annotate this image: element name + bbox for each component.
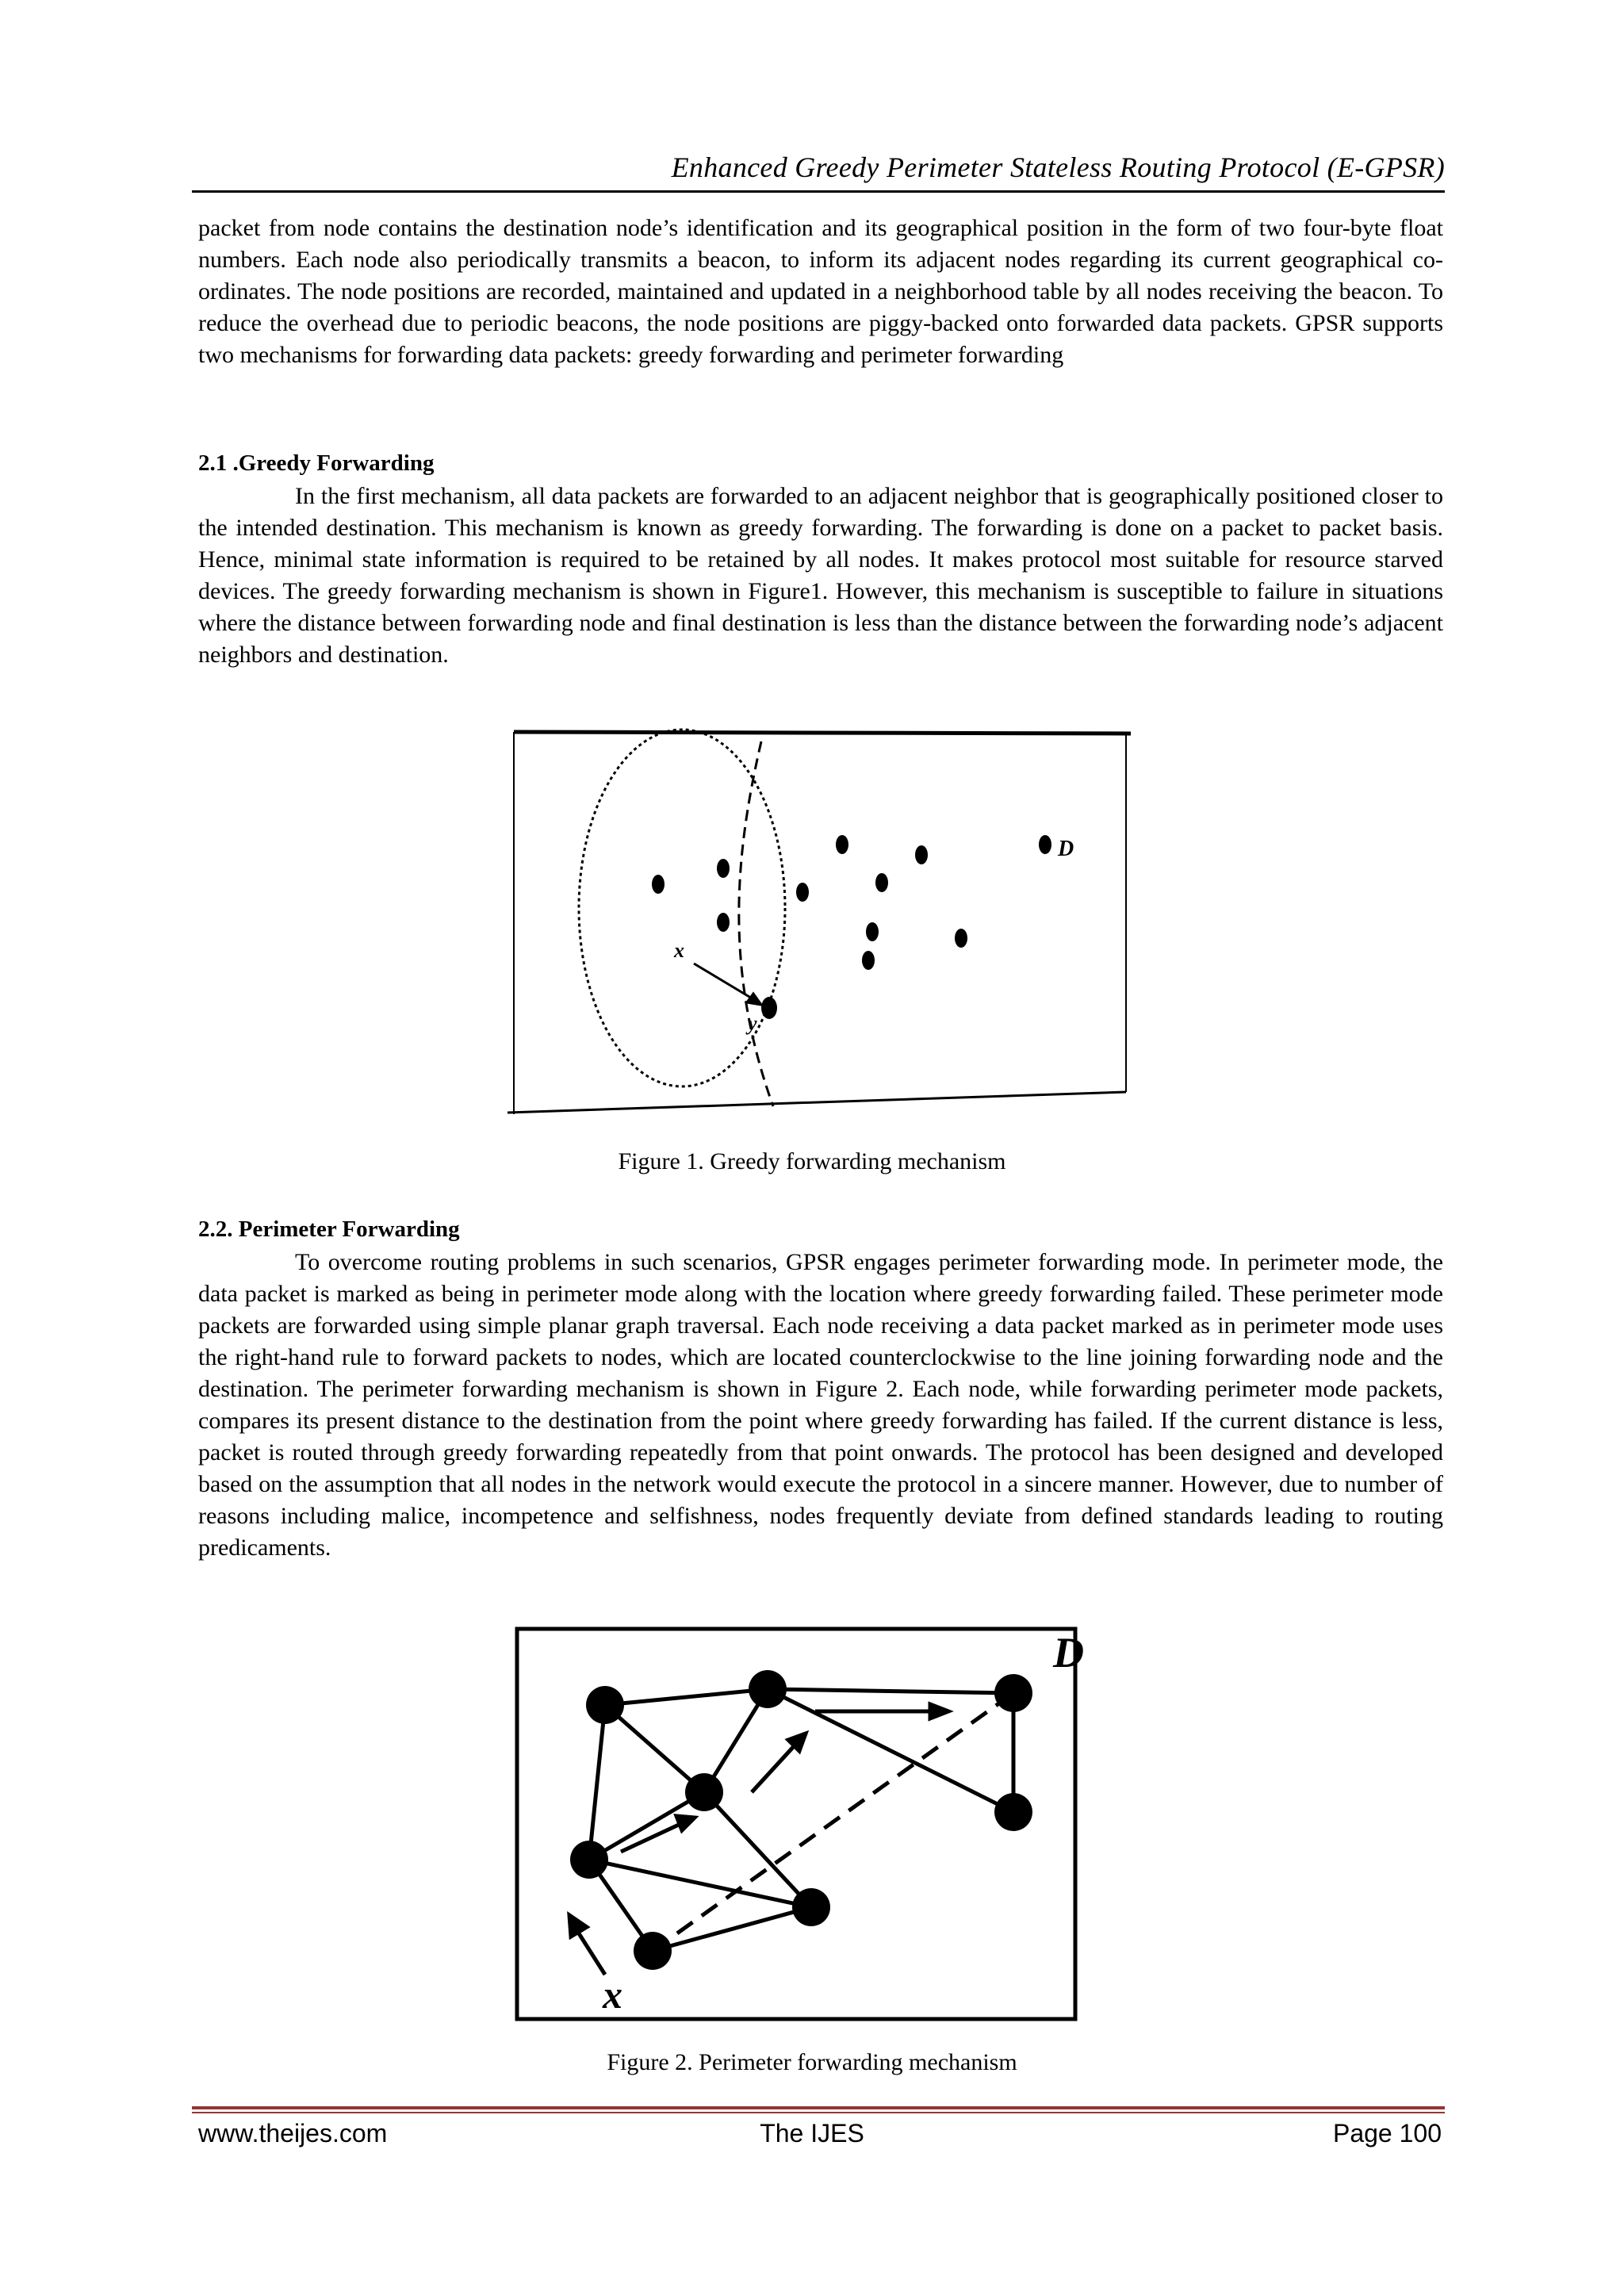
footer-page-number: Page 100	[1332, 2119, 1442, 2147]
section-heading-greedy: 2.1 .Greedy Forwarding	[198, 450, 435, 476]
greedy-paragraph: In the first mechanism, all data packets are forwarded to an adjacent neighbor that is geographically positioned closer to the intended destination. This mechanism is known as greedy forwarding. The forwarding is done on a packet to packet basis. Hence, minimal state information is required to be retained by all nodes. It makes protocol most suitable for resource starved devices. The greedy forwarding mechanism is shown in Figure1. However, this mechanism is susceptible to failure in situations where the distance between forwarding node and final destination is less than the distance between the forwarding node’s adjacent neighbors and destination.	[198, 483, 1443, 668]
figure-1-bottom-border	[508, 1092, 1126, 1113]
node	[685, 1773, 723, 1811]
node	[994, 1793, 1032, 1831]
node	[866, 922, 879, 941]
figure-2-perimeter-diagram	[514, 1626, 1084, 2022]
source-destination-line	[653, 1693, 1013, 1951]
label-d: D	[1058, 837, 1074, 861]
label-y: y	[748, 1012, 757, 1035]
destination-node	[1039, 835, 1051, 854]
section-heading-perimeter: 2.2. Perimeter Forwarding	[198, 1216, 460, 1242]
figure-2-caption: Figure 2. Perimeter forwarding mechanism	[607, 2049, 1017, 2075]
next-hop-node-y	[761, 997, 777, 1019]
figure-1-caption: Figure 1. Greedy forwarding mechanism	[618, 1148, 1006, 1174]
greedy-arrow	[694, 964, 761, 1005]
node	[652, 875, 665, 894]
header-rule	[192, 190, 1445, 193]
figure-1-top-border	[514, 732, 1131, 734]
footer-rule-thin	[192, 2112, 1445, 2113]
node	[792, 1888, 830, 1926]
label-x: x	[674, 939, 684, 962]
node	[955, 929, 967, 948]
perimeter-paragraph: To overcome routing problems in such scenarios, GPSR engages perimeter forwarding mode. In perimeter mode, the data packet is marked as being in perimeter mode along with the location where greedy forwarding failed. These perimeter mode packets are forwarded using simple planar graph traversal. Each node receiving a data packet marked as in perimeter mode uses the right-hand rule to forward packets to nodes, which are located counterclockwise to the line joining forwarding node and the destination. The perimeter forwarding mechanism is shown in Figure 2. Each node, while forwarding perimeter mode packets, compares its present distance to the destination from the point where greedy forwarding has failed. If the current distance is less, packet is routed through greedy forwarding repeatedly from that point onwards. The protocol has been designed and developed based on the assumption that all nodes in the network would execute the protocol in a sincere manner. However, due to number of reasons including malice, incompetence and selfishness, nodes frequently deviate from defined standards leading to routing predicaments.	[198, 1249, 1443, 1561]
figure-1-nodes	[652, 835, 1051, 1019]
node	[875, 873, 888, 892]
footer-rule	[192, 2106, 1445, 2109]
footer-journal: The IJES	[760, 2119, 864, 2147]
node	[796, 883, 809, 902]
node	[717, 859, 730, 878]
label-x: x	[603, 1972, 622, 2017]
destination-node	[994, 1674, 1032, 1712]
node	[570, 1841, 608, 1879]
figure-1-greedy-diagram	[500, 726, 1134, 1122]
figure-2-nodes	[570, 1670, 1032, 1970]
node	[717, 913, 730, 932]
distance-arc	[739, 741, 773, 1106]
source-node	[634, 1932, 672, 1970]
node	[836, 835, 848, 854]
node	[749, 1670, 787, 1708]
node	[586, 1686, 624, 1724]
node	[915, 845, 928, 864]
label-d: D	[1053, 1629, 1084, 1676]
running-header: Enhanced Greedy Perimeter Stateless Routing Protocol (E-GPSR)	[671, 151, 1445, 183]
intro-paragraph: packet from node contains the destination node’s identification and its geographical position in the form of two four-byte float numbers. Each node also periodically transmits a beacon, to inform its adjacent nodes regarding its current geographical co-ordinates. The node positions are recorded, maintained and updated in a neighborhood table by all nodes receiving the beacon. To reduce the overhead due to periodic beacons, the node positions are piggy-backed onto forwarded data packets. GPSR supports two mechanisms for forwarding data packets: greedy forwarding and perimeter forwarding	[198, 215, 1443, 368]
node	[862, 951, 875, 970]
footer-website: www.theijes.com	[198, 2119, 388, 2147]
